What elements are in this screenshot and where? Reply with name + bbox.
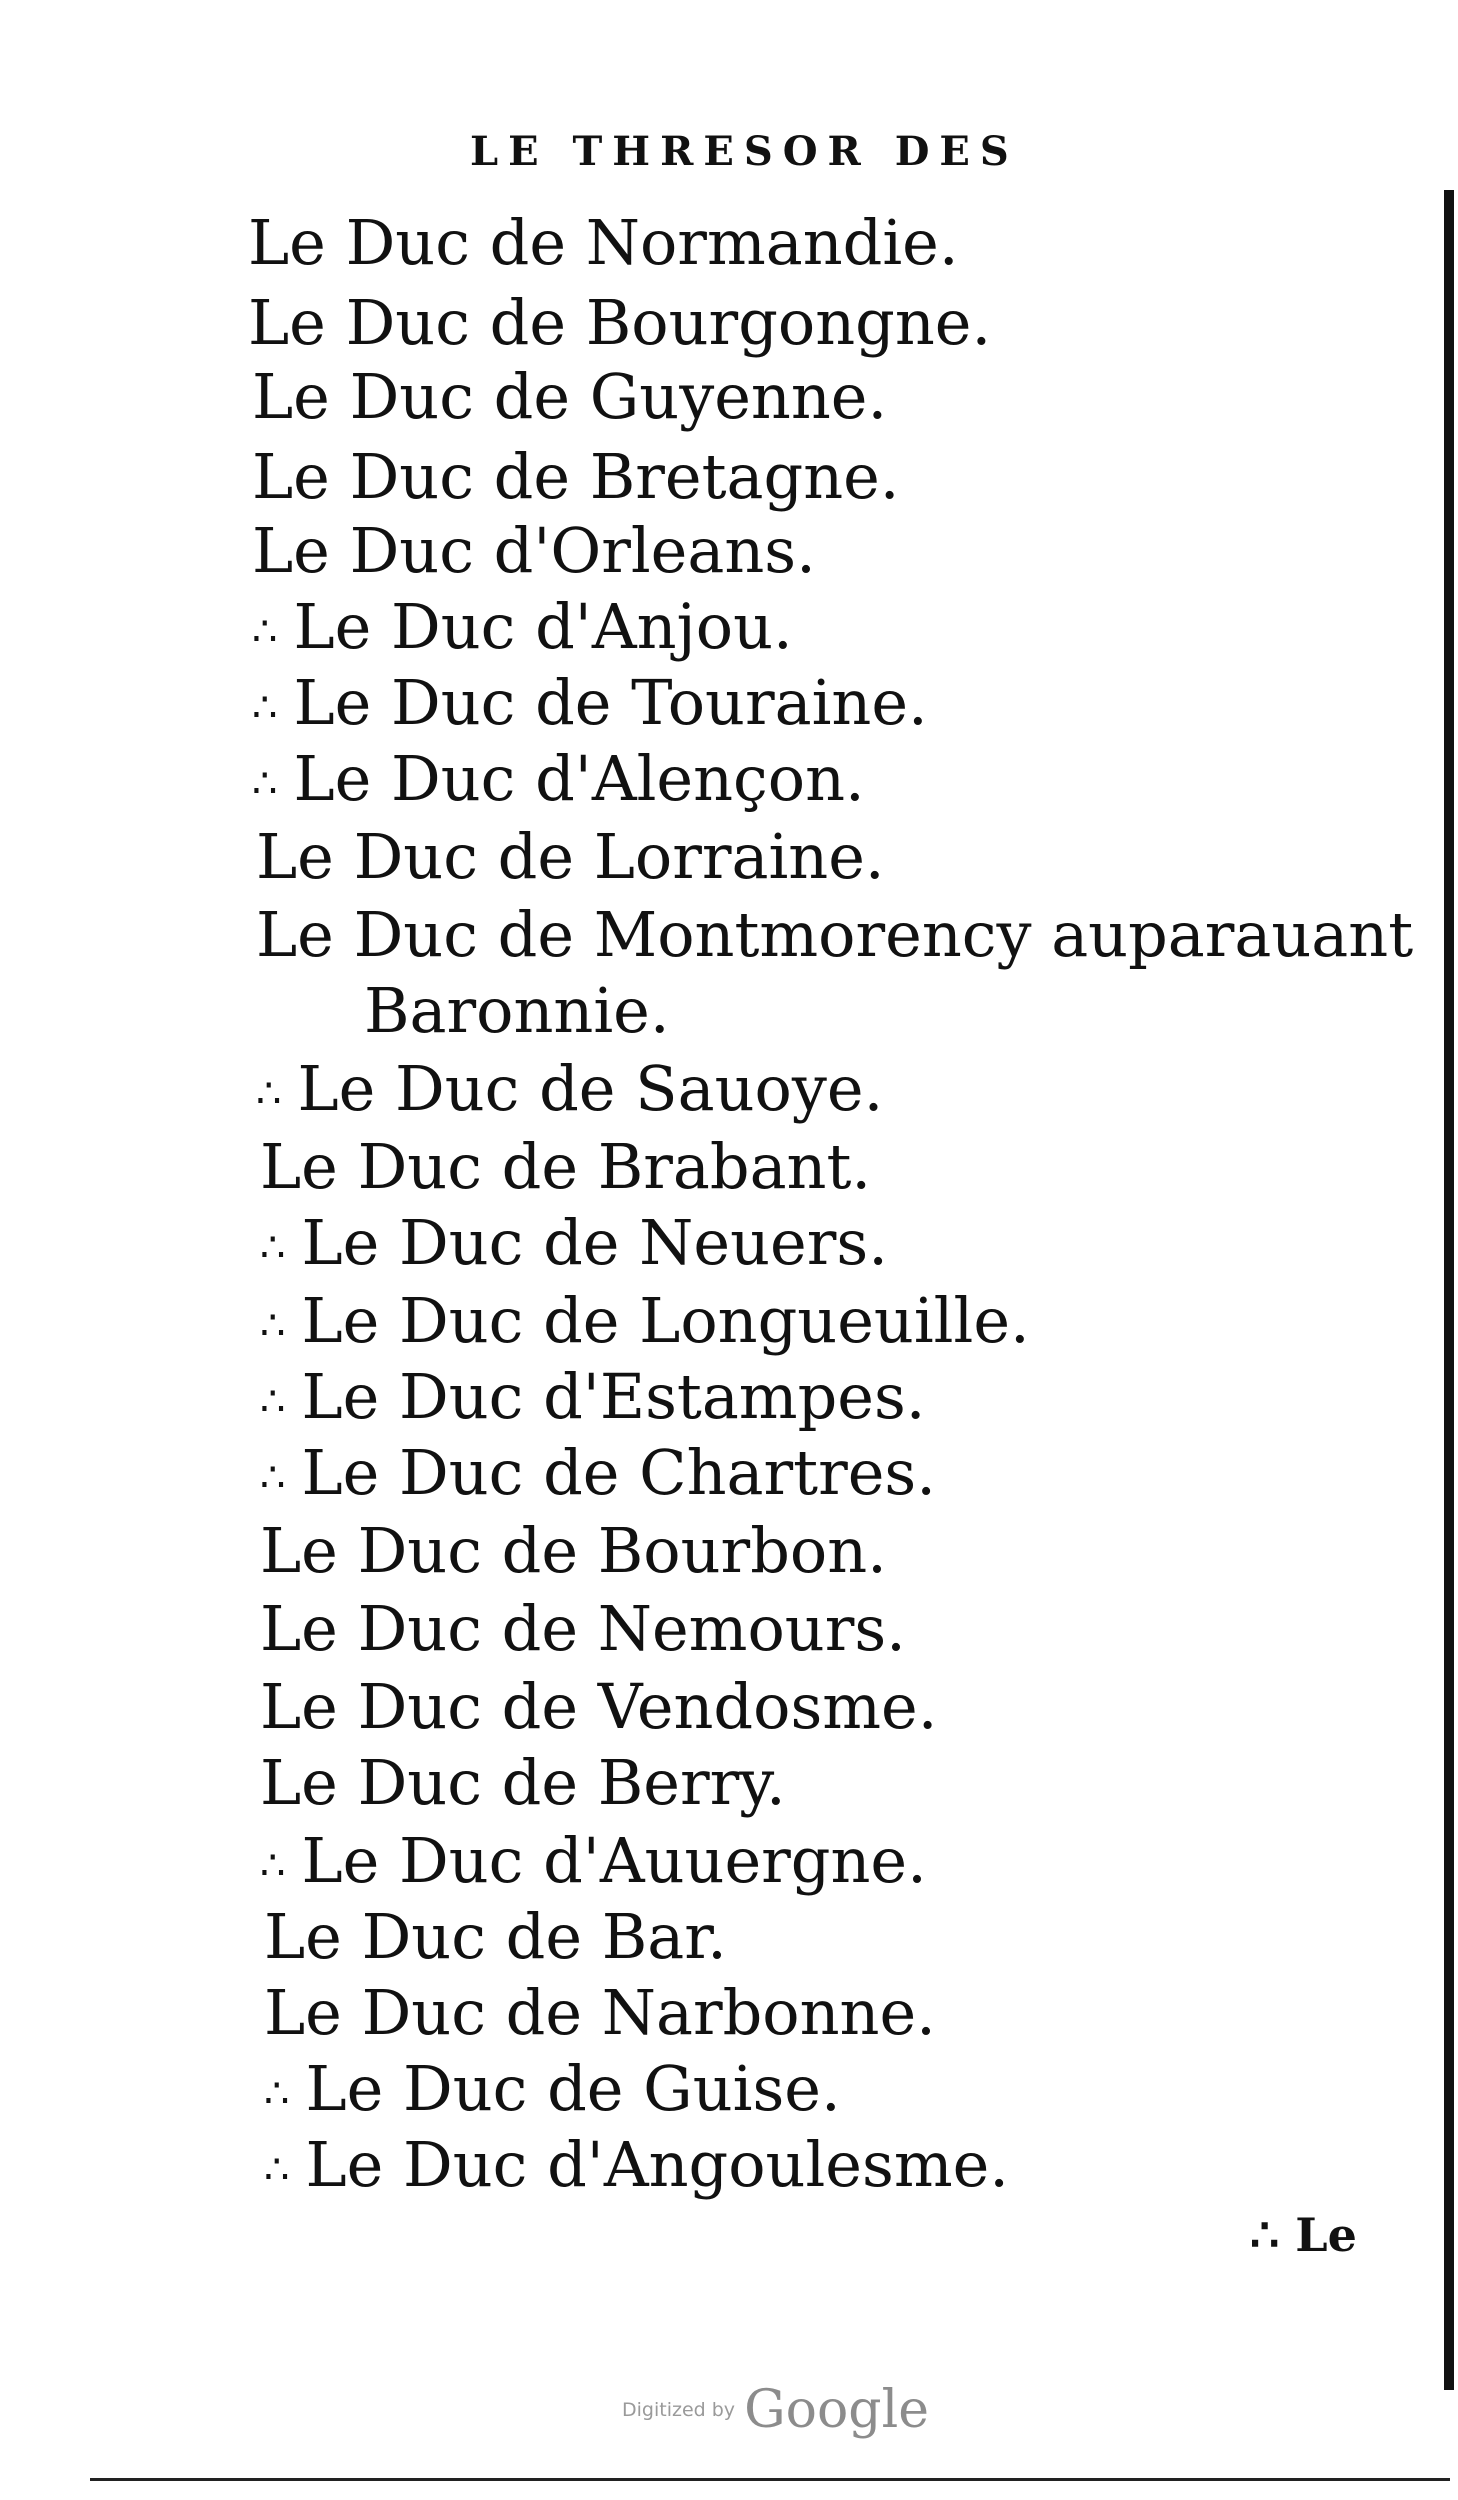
list-item (252, 590, 793, 663)
entry-mark: ∴ (252, 684, 280, 731)
catchword: ∴ Le (1250, 2208, 1357, 2262)
list-item (264, 2128, 1010, 2201)
list-item (260, 1514, 887, 1587)
digitized-by-watermark (622, 2380, 929, 2440)
entry-mark: ∴ (260, 1454, 288, 1501)
entry-mark: ∴ (260, 1842, 288, 1889)
list-item (252, 440, 900, 513)
list-item (256, 1052, 884, 1125)
list-item (260, 1360, 926, 1433)
entry-text: Le Duc de Chartres. (301, 1436, 936, 1509)
list-item (260, 1670, 938, 1743)
entry-text: Le Duc de Longueuille. (301, 1284, 1030, 1357)
list-item (252, 666, 928, 739)
list-item (252, 742, 865, 815)
entry-mark: ∴ (252, 608, 280, 655)
entry-mark: ∴ (260, 1224, 288, 1271)
list-item (264, 1900, 727, 1973)
entry-text: Le Duc d'Angoulesme. (305, 2128, 1010, 2201)
entry-text: Le Duc d'Anjou. (293, 590, 793, 663)
digitized-by-label: Digitized by (622, 2399, 736, 2421)
entry-text: Le Duc de Bar. (264, 1900, 727, 1973)
entry-text: Le Duc de Bourgongne. (248, 286, 992, 359)
entry-mark: ∴ (256, 1070, 284, 1117)
entry-mark: ∴ (264, 2146, 292, 2193)
list-item (248, 286, 992, 359)
entry-text: Le Duc d'Auuergne. (301, 1824, 927, 1897)
entry-text: Le Duc de Narbonne. (264, 1976, 936, 2049)
entry-text: Baronnie. (364, 974, 670, 1047)
list-item (364, 974, 670, 1047)
entry-text: Le Duc de Neuers. (301, 1206, 888, 1279)
list-item (260, 1746, 786, 1819)
list-item (260, 1436, 936, 1509)
list-item (260, 1130, 872, 1203)
entry-text: Le Duc de Lorraine. (256, 820, 885, 893)
running-head: LE THRESOR DES (470, 128, 1019, 175)
entry-text: Le Duc d'Estampes. (301, 1360, 926, 1433)
entry-mark: ∴ (264, 2070, 292, 2117)
page-edge-rule (1444, 190, 1454, 2390)
list-item (260, 1206, 888, 1279)
list-item (252, 360, 888, 433)
entry-text: Le Duc d'Alençon. (293, 742, 865, 815)
entry-text: Le Duc d'Orleans. (252, 514, 816, 587)
entry-text: Le Duc de Brabant. (260, 1130, 872, 1203)
list-item (260, 1592, 906, 1665)
entry-text: Le Duc de Sauoye. (297, 1052, 884, 1125)
entry-text: Le Duc de Guyenne. (252, 360, 888, 433)
bottom-rule (90, 2478, 1450, 2481)
entry-text: Le Duc de Vendosme. (260, 1670, 938, 1743)
list-item (256, 898, 1414, 971)
entry-text: Le Duc de Bretagne. (252, 440, 900, 513)
google-logo: Google (744, 2380, 929, 2440)
entry-text: Le Duc de Montmorency auparauant (256, 898, 1414, 971)
list-item (252, 514, 816, 587)
entry-text: Le Duc de Guise. (305, 2052, 841, 2125)
entry-mark: ∴ (252, 760, 280, 807)
list-item (260, 1824, 927, 1897)
list-item (248, 206, 959, 279)
entry-text: Le Duc de Nemours. (260, 1592, 906, 1665)
entry-text: Le Duc de Berry. (260, 1746, 786, 1819)
entry-text: Le Duc de Normandie. (248, 206, 959, 279)
list-item (256, 820, 885, 893)
list-item (264, 2052, 841, 2125)
entry-text: Le Duc de Bourbon. (260, 1514, 887, 1587)
entry-text: Le Duc de Touraine. (293, 666, 928, 739)
list-item (264, 1976, 936, 2049)
entry-mark: ∴ (260, 1302, 288, 1349)
list-item (260, 1284, 1030, 1357)
entry-mark: ∴ (260, 1378, 288, 1425)
